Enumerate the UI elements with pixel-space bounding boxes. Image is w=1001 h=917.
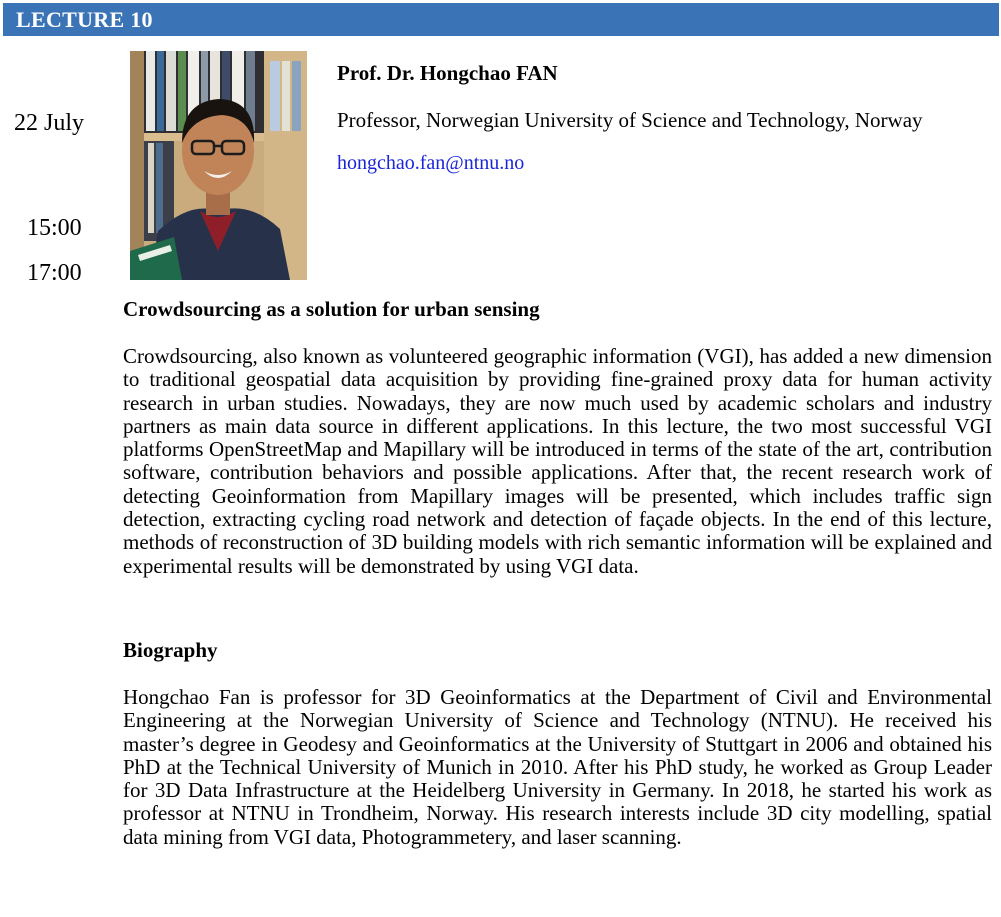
lecture-date: 22 July: [14, 110, 85, 136]
start-time: 15:00: [27, 215, 82, 241]
lecture-abstract: Crowdsourcing, also known as volunteered geographic information (VGI), has added a new dimension to traditional geospatial data acquisition by providing fine-grained proxy data for human activity research in urban studies. Nowadays, they are now much used by academic scholars and industry partners as main data source in different applications. In this lecture, the two most successful VGI platforms OpenStreetMap and Mapillary will be introduced in terms of the state of the art, contribution software, contribution behaviors and possible applications. After that, the recent research work of detecting Geoinformation from Mapillary images will be presented, which includes traffic sign detection, extracting cycling road network and detection of façade objects. In the end of this lecture, methods of reconstruction of 3D building models with rich semantic information will be explained and experimental results will be demonstrated by using VGI data.: [123, 344, 992, 578]
biography-heading: Biography: [123, 638, 218, 662]
speaker-affiliation: Professor, Norwegian University of Science and Technology, Norway: [337, 108, 923, 132]
biography-text: Hongchao Fan is professor for 3D Geoinformatics at the Department of Civil and Environmental Engineering at the Norwegian University of Science and Technology (NTNU). He received his master’s degree in Geodesy and Geoinformatics at the University of Stuttgart in 2006 and obtained his PhD at the Technical University of Munich in 2010. After his PhD study, he worked as Group Leader for 3D Data Infrastructure at the Heidelberg University in Germany. In 2018, he started his work as professor at NTNU in Trondheim, Norway. His research interests include 3D city modelling, spatial data mining from VGI data, Photogrammetery, and laser scanning.: [123, 685, 992, 849]
lecture-title: Crowdsourcing as a solution for urban sensing: [123, 297, 540, 321]
speaker-name: Prof. Dr. Hongchao FAN: [337, 61, 558, 85]
speaker-photo: [130, 51, 307, 280]
speaker-email-link[interactable]: hongchao.fan@ntnu.no: [337, 152, 525, 174]
lecture-number-title: LECTURE 10: [16, 7, 153, 32]
end-time: 17:00: [27, 260, 82, 286]
lecture-header-bar: [3, 3, 999, 36]
